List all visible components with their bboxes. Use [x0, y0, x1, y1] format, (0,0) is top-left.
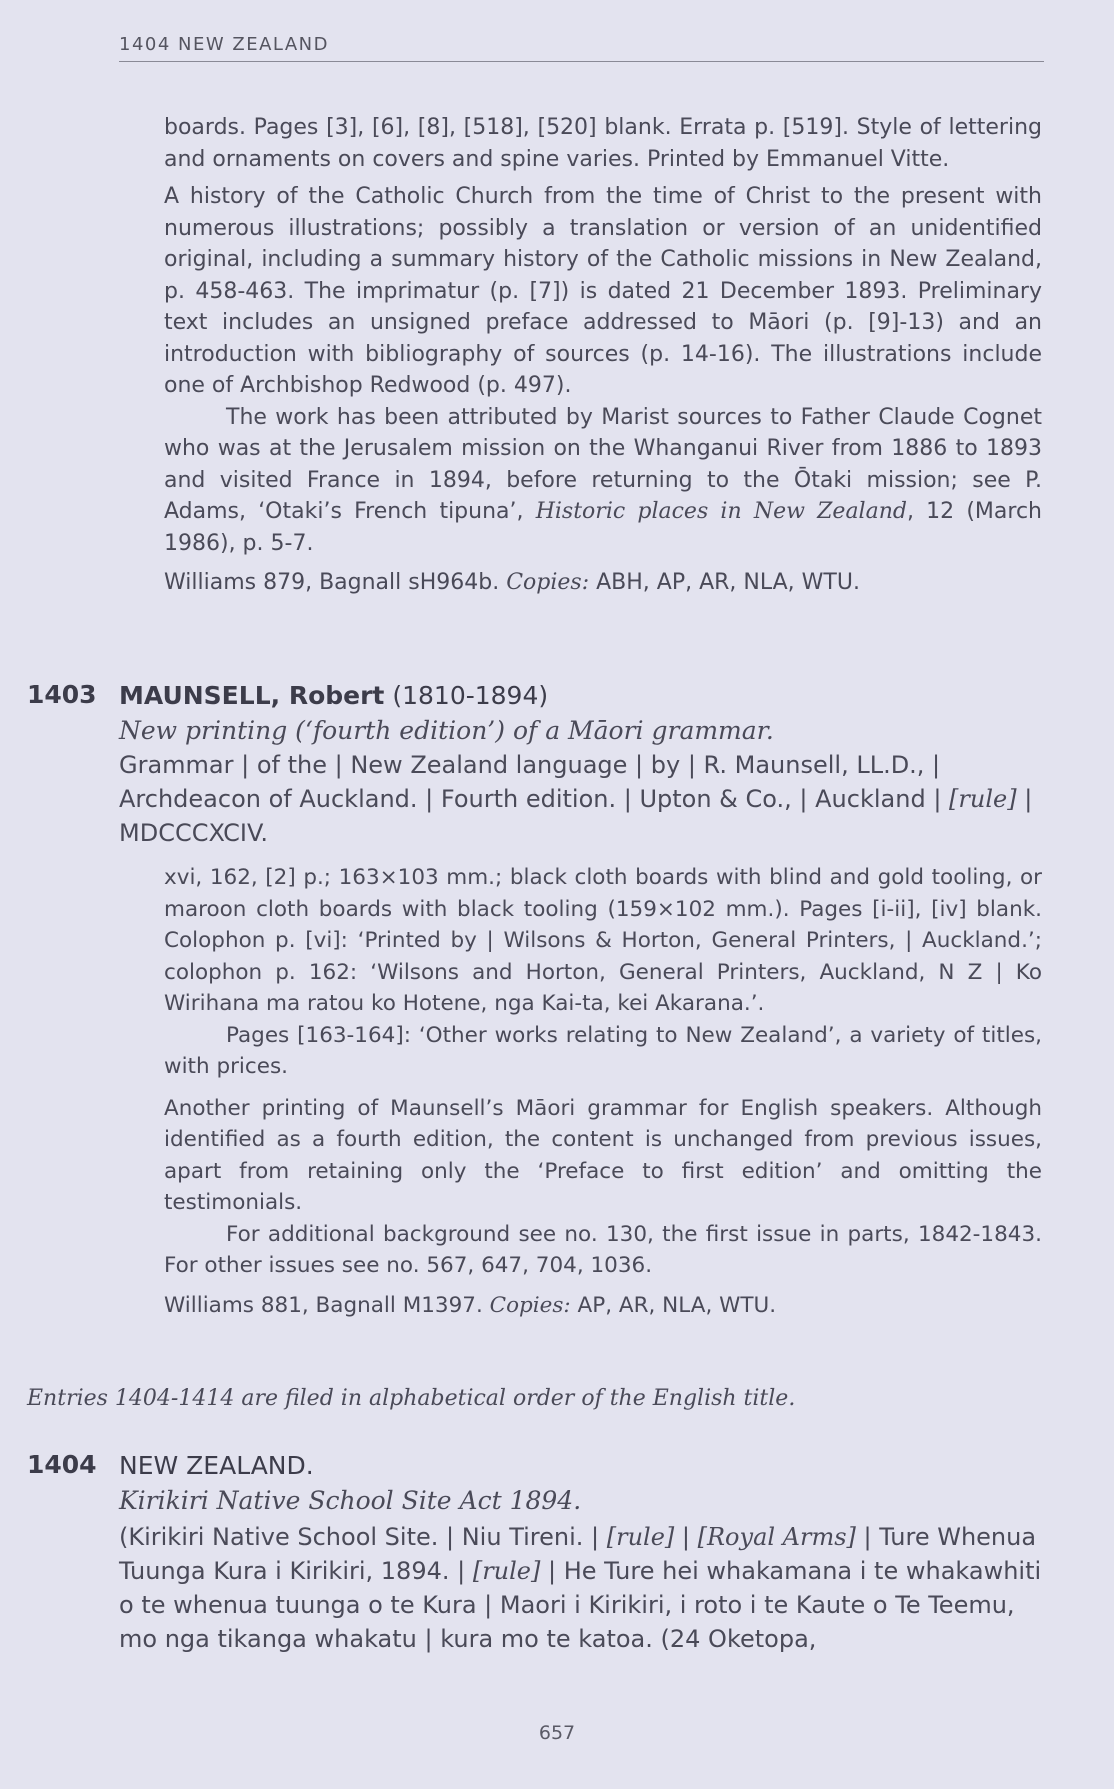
author-dates: (1810-1894): [392, 681, 549, 710]
author-name: MAUNSELL, Robert: [119, 681, 385, 710]
entry-number: 1404: [27, 1450, 97, 1479]
entry-heading: [119, 678, 1044, 713]
filing-note: Entries 1404-1414 are filed in alphabetical order of the English title.: [27, 1386, 796, 1411]
references: Williams 881, Bagnall M1397. Copies: AP, AR, NLA, WTU.: [164, 1292, 777, 1318]
entry-number: 1403: [27, 680, 97, 709]
entry-body: [164, 862, 1042, 1321]
author-name: NEW ZEALAND.: [119, 1451, 314, 1480]
entry-title: Kirikiri Native School Site Act 1894.: [119, 1486, 582, 1515]
running-head: 1404 NEW ZEALAND: [119, 34, 1044, 62]
note-paragraph: The work has been attributed by Marist sources to Father Claude Cognet who was at the Jerusalem mission on the Whanganui River from 1886 to 1893 and visited France in 1894, before returning to the Ōtaki mission; see P. Adams, ‘Otaki’s French tipuna’, Historic places in New Zealand, 12 (March 1986), p. 5-7.: [164, 404, 1042, 556]
note-paragraph: A history of the Catholic Church from the time of Christ to the present with numerous illustrations; possibly a translation or version of an unidentified original, including a summary history of the Catholic missions in New Zealand, p. 458-463. The imprimatur (p. [7]) is dated 21 December 1893. Preliminary text includes an unsigned preface addressed to Māori (p. [9]-13) and an introduction with bibliography of sources (p. 14-16). The illustrations include one of Archbishop Redwood (p. 497).: [164, 184, 1042, 398]
physical-description: Pages [163-164]: ‘Other works relating to New Zealand’, a variety of titles, with prices.: [164, 1022, 1042, 1079]
note-paragraph: Another printing of Maunsell’s Māori grammar for English speakers. Although identified as a fourth edition, the content is unchanged from previous issues, apart from retaining only the ‘Preface to first edition’ and omitting the testimonials.: [164, 1095, 1042, 1215]
physical-description: boards. Pages [3], [6], [8], [518], [520] blank. Errata p. [519]. Style of lettering and ornaments on covers and spine varies. Printed by Emmanuel Vitte.: [164, 115, 1042, 172]
physical-description: xvi, 162, [2] p.; 163×103 mm.; black cloth boards with blind and gold tooling, or maroon cloth boards with black tooling (159×102 mm.). Pages [i-ii], [iv] blank. Colophon p. [vi]: ‘Printed by | Wilsons & Horton, General Printers, | Auckland.’; colophon p. 162: ‘Wilsons and Horton, General Printers, Auckland, N Z | Ko Wirihana ma ratou ko Hotene, nga Kai-ta, kei Akarana.’.: [164, 865, 1042, 1016]
note-paragraph: For additional background see no. 130, the first issue in parts, 1842-1843. For other issues see no. 567, 647, 704, 1036.: [164, 1221, 1042, 1278]
references: Williams 879, Bagnall sH964b. Copies: ABH, AP, AR, NLA, WTU.: [164, 570, 860, 595]
page-number: 657: [538, 1722, 576, 1744]
entry-heading: [119, 1448, 1044, 1483]
entry-title: New printing (‘fourth edition’) of a Māori grammar.: [119, 716, 774, 745]
title-transcription: Grammar | of the | New Zealand language | by | R. Maunsell, LL.D., | Archdeacon of Auckland. | Fourth edition. | Upton & Co., | Auckland | [rule] | MDCCCXCIV.: [119, 751, 1033, 847]
title-transcription: (Kirikiri Native School Site. | Niu Tireni. | [rule] | [Royal Arms] | Ture Whenua Tuunga Kura i Kirikiri, 1894. | [rule] | He Ture hei whakamana i te whakawhiti o te whenua tuunga o te Kura | Maori i Kirikiri, i roto i te Kaute o Te Teemu, mo nga tikanga whakatu | kura mo te katoa. (24 Oketopa,: [119, 1523, 1042, 1653]
continued-entry: [164, 112, 1042, 599]
